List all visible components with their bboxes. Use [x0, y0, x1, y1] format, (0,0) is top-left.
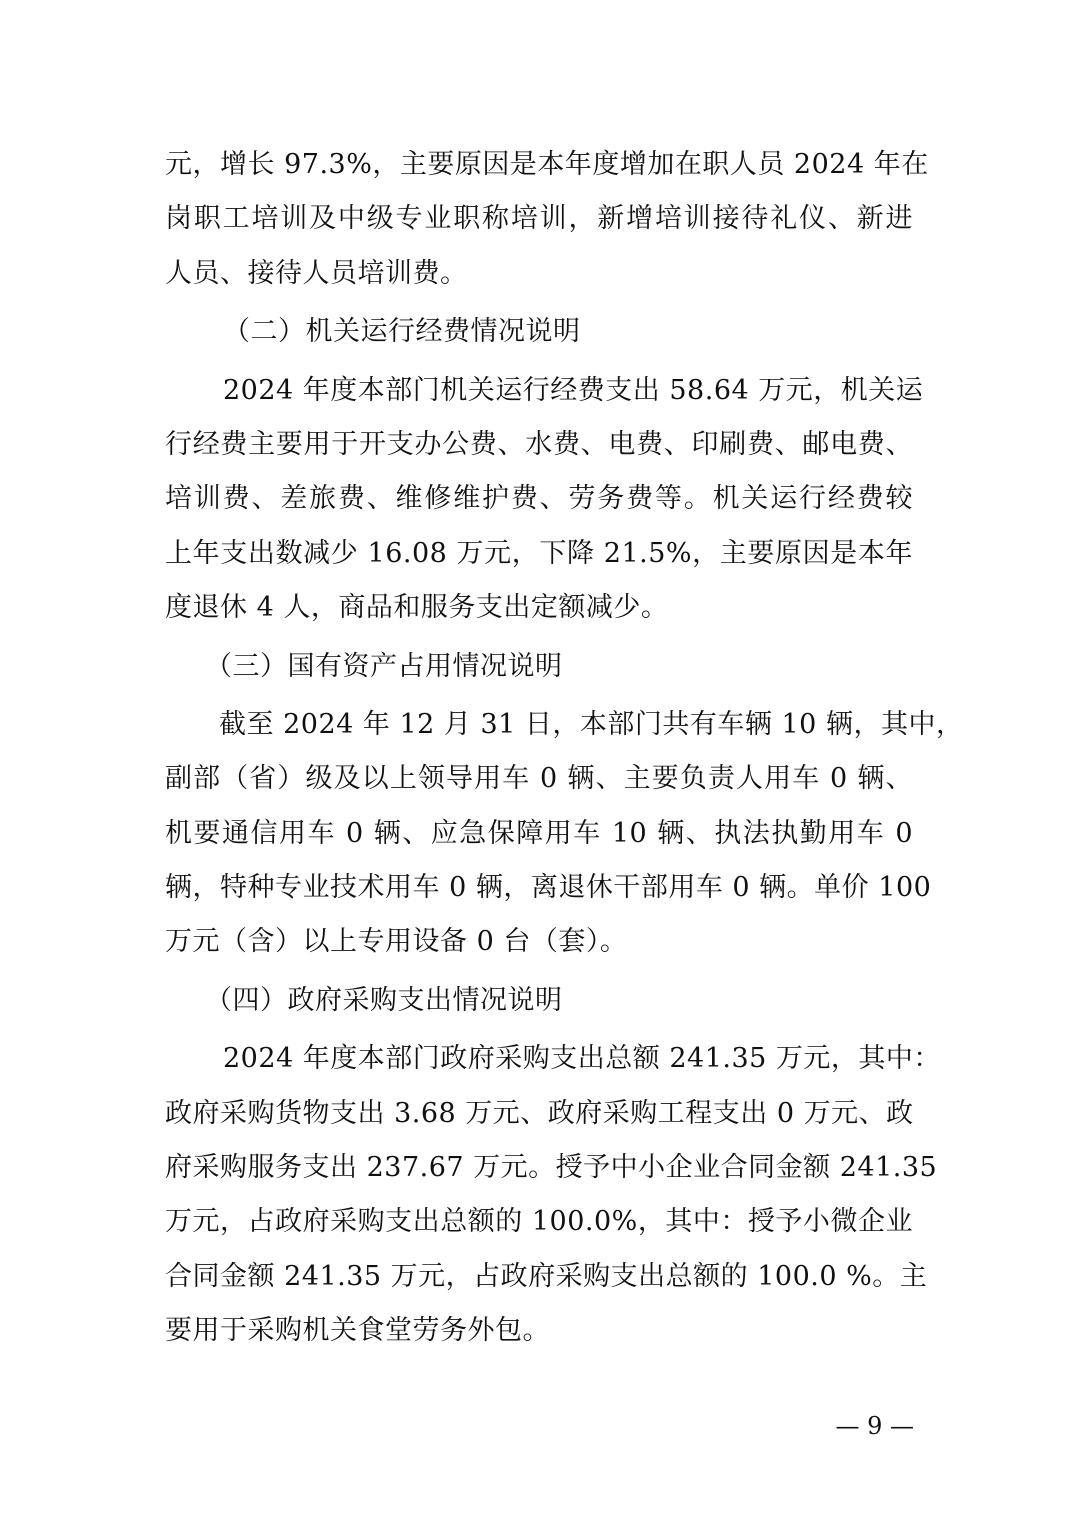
text-line: 府采购服务支出 237.67 万元。授予中小企业合同金额 241.35 [165, 1152, 938, 1184]
paragraph-government-procurement [165, 1032, 941, 1358]
section-heading-government-procurement: （四）政府采购支出情况说明 [205, 984, 563, 1016]
text-line: 截至 2024 年 12 月 31 日，本部门共有车辆 10 辆，其中， [219, 708, 964, 740]
text-line: 2024 年度本部门政府采购支出总额 241.35 万元，其中： [223, 1043, 941, 1075]
text-line: 万元，占政府采购支出总额的 100.0%，其中：授予小微企业 [165, 1206, 913, 1238]
text-line: 行经费主要用于开支办公费、水费、电费、印刷费、邮电费、 [165, 428, 913, 460]
text-line: 上年支出数减少 16.08 万元，下降 21.5%，主要原因是本年 [165, 537, 913, 569]
text-line: 政府采购货物支出 3.68 万元、政府采购工程支出 0 万元、政 [165, 1097, 914, 1129]
page-number: — 9 — [835, 1412, 914, 1440]
text-line: 副部（省）级及以上领导用车 0 辆、主要负责人用车 0 辆、 [165, 763, 913, 795]
text-line: 2024 年度本部门机关运行经费支出 58.64 万元，机关运 [223, 374, 924, 406]
text-line: 合同金额 241.35 万元，占政府采购支出总额的 100.0 %。主 [165, 1260, 928, 1292]
paragraph-state-assets [165, 698, 964, 970]
text-line: 机要通信用车 0 辆、应急保障用车 10 辆、执法执勤用车 0 [165, 817, 913, 849]
paragraph-training-cost [165, 138, 929, 301]
text-line: 培训费、差旅费、维修维护费、劳务费等。机关运行经费较 [165, 483, 913, 515]
text-line: 人员、接待人员培训费。 [165, 257, 468, 289]
section-heading-operating-expenses: （二）机关运行经费情况说明 [223, 316, 581, 348]
text-line: 元，增长 97.3%，主要原因是本年度增加在职人员 2024 年在 [165, 149, 929, 180]
text-line: 度退休 4 人，商品和服务支出定额减少。 [165, 592, 669, 624]
paragraph-operating-expenses [165, 364, 924, 636]
section-heading-state-assets: （三）国有资产占用情况说明 [205, 650, 563, 682]
text-line: 要用于采购机关食堂劳务外包。 [165, 1315, 550, 1347]
text-line: 岗职工培训及中级专业职称培训，新增培训接待礼仪、新进 [165, 203, 913, 235]
text-line: 万元（含）以上专用设备 0 台（套）。 [165, 926, 628, 958]
text-line: 辆，特种专业技术用车 0 辆，离退休干部用车 0 辆。单价 100 [165, 872, 932, 904]
document-body [165, 138, 964, 1359]
